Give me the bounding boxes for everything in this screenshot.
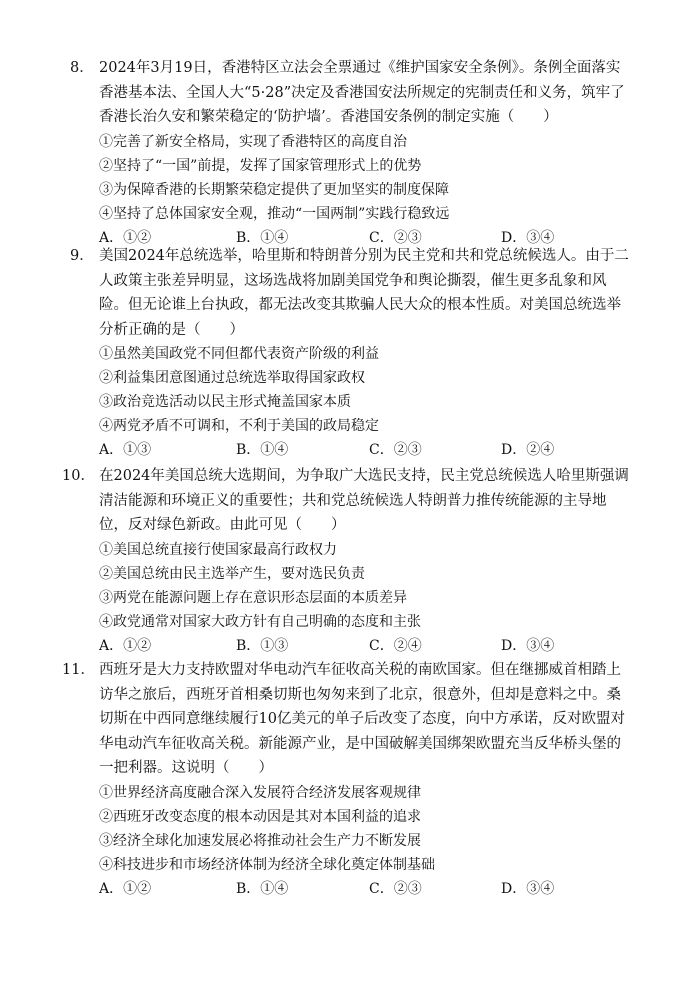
choice-b: B．①④ (236, 880, 289, 897)
choice-c: C．②③ (369, 442, 422, 458)
statement-item: ②利益集团意图通过总统选举取得国家政权 (99, 370, 365, 386)
statement-item: ①美国总统直接行使国家最高行政权力 (99, 541, 337, 558)
question-number: 10． (62, 468, 95, 484)
statement-item: ④坚持了总体国家安全观，推动“一国两制”实践行稳致远 (99, 205, 450, 222)
stem-line: 清洁能源和环境正义的重要性；共和党总统候选人特朗普力推传统能源的主导地 (99, 492, 607, 509)
answer-choices (99, 438, 670, 462)
question-8 (70, 56, 670, 250)
question-number: 9． (70, 248, 94, 264)
statement-item: ②西班牙改变态度的根本动因是其对本国利益的追求 (99, 808, 421, 825)
choice-c: C．②④ (369, 637, 422, 654)
choice-d: D．③④ (501, 637, 555, 654)
question-number: 8． (70, 60, 94, 76)
question-stem (99, 658, 670, 781)
choice-d: D．③④ (501, 880, 555, 897)
stem-line: 切斯在中西同意继续履行10亿美元的单子后改变了态度，向中方承诺，反对欧盟对 (99, 711, 625, 727)
question-number: 11． (62, 662, 95, 678)
answer-choices (99, 634, 670, 658)
stem-line: 华电动汽车征收高关税。新能源产业，是中国破解美国绑架欧盟充当反华桥头堡的 (99, 735, 621, 752)
stem-line: 分析正确的是（ ） (99, 321, 244, 338)
statement-item: ②美国总统由民主选举产生，要对选民负责 (99, 565, 365, 582)
statement-item: ③经济全球化加速发展必将推动社会生产力不断发展 (99, 832, 421, 849)
stem-line: 一把利器。这说明（ ） (99, 760, 273, 776)
statement-list (99, 342, 670, 438)
question-11 (62, 658, 670, 901)
statement-item: ③两党在能源问题上存在意识形态层面的本质差异 (99, 589, 407, 606)
stem-line: 人政策主张差异明显，这场选战将加剧美国党争和舆论撕裂，催生更多乱象和风 (99, 272, 607, 289)
question-stem (99, 56, 670, 130)
choice-d: D．②④ (501, 442, 555, 458)
stem-line: 美国2024年总统选举，哈里斯和特朗普分别为民主党和共和党总统候选人。由于二 (99, 248, 629, 264)
statement-item: ④两党矛盾不可调和，不利于美国的政局稳定 (99, 418, 379, 434)
choice-b: B．①④ (236, 229, 289, 246)
stem-line: 香港基本法、全国人大“5·28”决定及香港国安法所规定的宪制责任和义务，筑牢了 (99, 84, 625, 101)
question-10 (62, 464, 670, 658)
choice-b: B．①④ (236, 442, 289, 458)
stem-line: 位，反对绿色新政。由此可见（ ） (99, 517, 346, 533)
statement-list (99, 538, 670, 634)
statement-item: ①完善了新安全格局，实现了香港特区的高度自治 (99, 133, 407, 150)
statement-list (99, 130, 670, 226)
answer-choices (99, 877, 670, 901)
question-9 (70, 244, 670, 462)
stem-line: 险。但无论谁上台执政，都无法改变其欺骗人民大众的根本性质。对美国总统选举 (99, 297, 621, 313)
statement-item: ④政党通常对国家大政方针有自己明确的态度和主张 (99, 613, 421, 630)
statement-item: ①虽然美国政党不同但都代表资产阶级的利益 (99, 346, 379, 362)
stem-line: 2024年3月19日，香港特区立法会全票通过《维护国家安全条例》。条例全面落实 (99, 60, 621, 76)
statement-item: ④科技进步和市场经济体制为经济全球化奠定体制基础 (99, 856, 435, 873)
choice-d: D．③④ (501, 229, 555, 246)
stem-line: 西班牙是大力支持欧盟对华电动汽车征收高关税的南欧国家。但在继挪威首相踏上 (99, 662, 621, 678)
stem-line: 访华之旅后，西班牙首相桑切斯也匆匆来到了北京，很意外，但却是意料之中。桑 (99, 686, 621, 703)
stem-line: 在2024年美国总统大选期间，为争取广大选民支持，民主党总统候选人哈里斯强调 (99, 468, 629, 484)
statement-list (99, 781, 670, 877)
choice-a: A．①② (99, 880, 152, 897)
choice-a: A．①② (99, 229, 152, 246)
choice-a: A．①③ (99, 442, 152, 458)
choice-c: C．②③ (369, 880, 422, 897)
statement-item: ②坚持了“一国”前提，发挥了国家管理形式上的优势 (99, 157, 422, 174)
choice-a: A．①② (99, 637, 152, 654)
stem-line: 香港长治久安和繁荣稳定的‘防护墙’。香港国安条例的制定实施（ ） (99, 109, 558, 125)
statement-item: ③为保障香港的长期繁荣稳定提供了更加坚实的制度保障 (99, 181, 449, 198)
choice-c: C．②③ (369, 229, 422, 246)
choice-b: B．①③ (236, 637, 289, 654)
question-stem (99, 244, 670, 342)
statement-item: ③政治竞选活动以民主形式掩盖国家本质 (99, 394, 351, 410)
statement-item: ①世界经济高度融合深入发展符合经济发展客观规律 (99, 784, 421, 801)
question-stem (99, 464, 670, 538)
